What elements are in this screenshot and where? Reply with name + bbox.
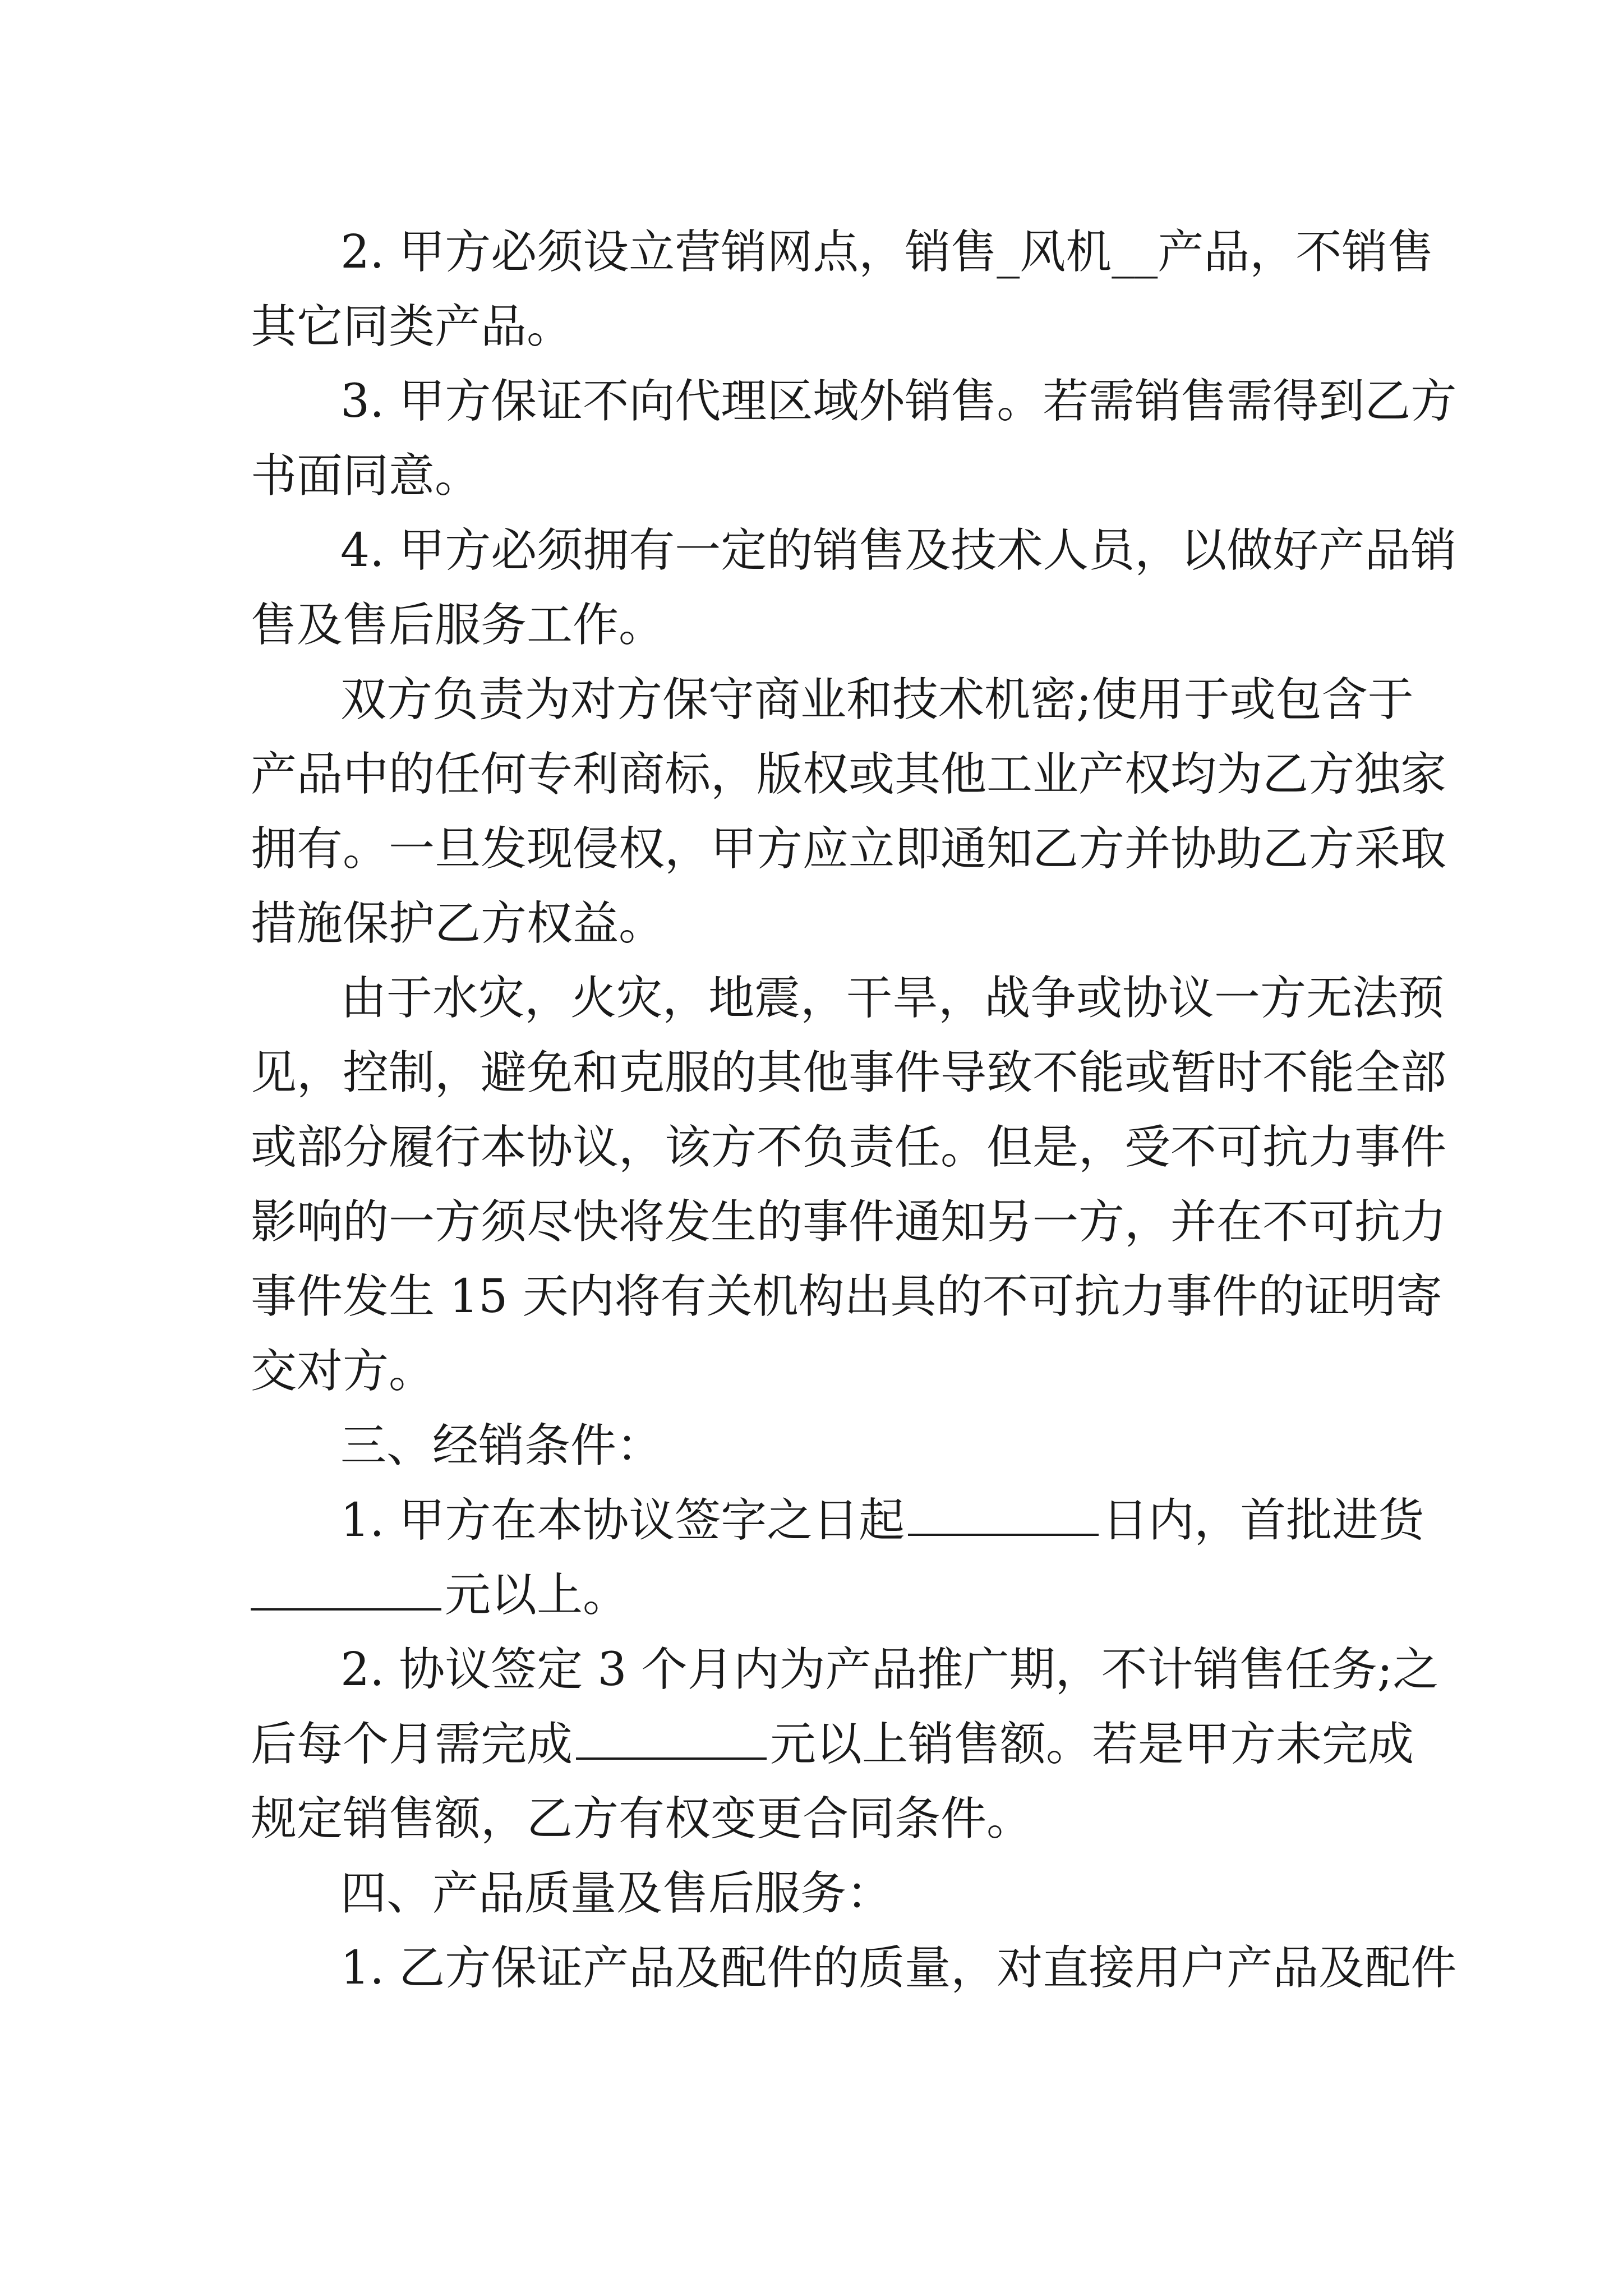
paragraph-line: 事件发生 15 天内将有关机构出具的不可抗力事件的证明寄 bbox=[251, 1270, 1442, 1323]
paragraph-line: 或部分履行本协议，该方不负责任。但是，受不可抗力事件 bbox=[251, 1121, 1447, 1174]
line-segment: 日内，首批进货 bbox=[1102, 1494, 1424, 1547]
paragraph-line: 交对方。 bbox=[251, 1345, 435, 1398]
fill-in-blank bbox=[908, 1493, 1099, 1536]
paragraph-line: 3. 甲方保证不向代理区域外销售。若需销售需得到乙方 bbox=[340, 375, 1457, 428]
paragraph-line: 2. 协议签定 3 个月内为产品推广期，不计销售任务;之 bbox=[340, 1643, 1439, 1696]
paragraph-line-with-blank bbox=[251, 1711, 1414, 1778]
paragraph-line: 书面同意。 bbox=[251, 449, 481, 503]
paragraph-line-with-blank bbox=[340, 1487, 1424, 1554]
section-heading: 四、产品质量及售后服务： bbox=[340, 1867, 893, 1920]
paragraph-line: 双方负责为对方保守商业和技术机密;使用于或包含于 bbox=[340, 673, 1414, 726]
paragraph-line: 其它同类产品。 bbox=[251, 300, 573, 353]
paragraph-line: 2. 甲方必须设立营销网点，销售_风机__产品，不销售 bbox=[340, 226, 1434, 279]
paragraph-line: 由于水灾，火灾，地震，干旱，战争或协议一方无法预 bbox=[340, 972, 1445, 1025]
line-segment: 元以上。 bbox=[445, 1568, 629, 1622]
paragraph-line: 见，控制，避免和克服的其他事件导致不能或暂时不能全部 bbox=[251, 1046, 1447, 1099]
paragraph-line: 产品中的任何专利商标，版权或其他工业产权均为乙方独家 bbox=[251, 748, 1447, 801]
paragraph-line-with-blank bbox=[251, 1562, 1376, 1629]
section-heading: 三、经销条件： bbox=[340, 1419, 663, 1473]
paragraph-line: 拥有。一旦发现侵权，甲方应立即通知乙方并协助乙方采取 bbox=[251, 822, 1447, 876]
paragraph-line: 1. 乙方保证产品及配件的质量，对直接用户产品及配件 bbox=[340, 1941, 1457, 1995]
line-segment: 元以上销售额。若是甲方未完成 bbox=[770, 1718, 1414, 1771]
line-segment: 1. 甲方在本协议签字之日起 bbox=[340, 1494, 905, 1547]
fill-in-blank bbox=[251, 1568, 441, 1611]
paragraph-line: 措施保护乙方权益。 bbox=[251, 897, 665, 950]
paragraph-line: 规定销售额，乙方有权变更合同条件。 bbox=[251, 1792, 1033, 1846]
paragraph-line: 售及售后服务工作。 bbox=[251, 599, 665, 652]
line-segment: 后每个月需完成 bbox=[251, 1718, 573, 1771]
fill-in-blank bbox=[576, 1717, 767, 1760]
paragraph-line: 影响的一方须尽快将发生的事件通知另一方，并在不可抗力 bbox=[251, 1195, 1447, 1249]
paragraph-line: 4. 甲方必须拥有一定的销售及技术人员，以做好产品销 bbox=[340, 524, 1457, 577]
